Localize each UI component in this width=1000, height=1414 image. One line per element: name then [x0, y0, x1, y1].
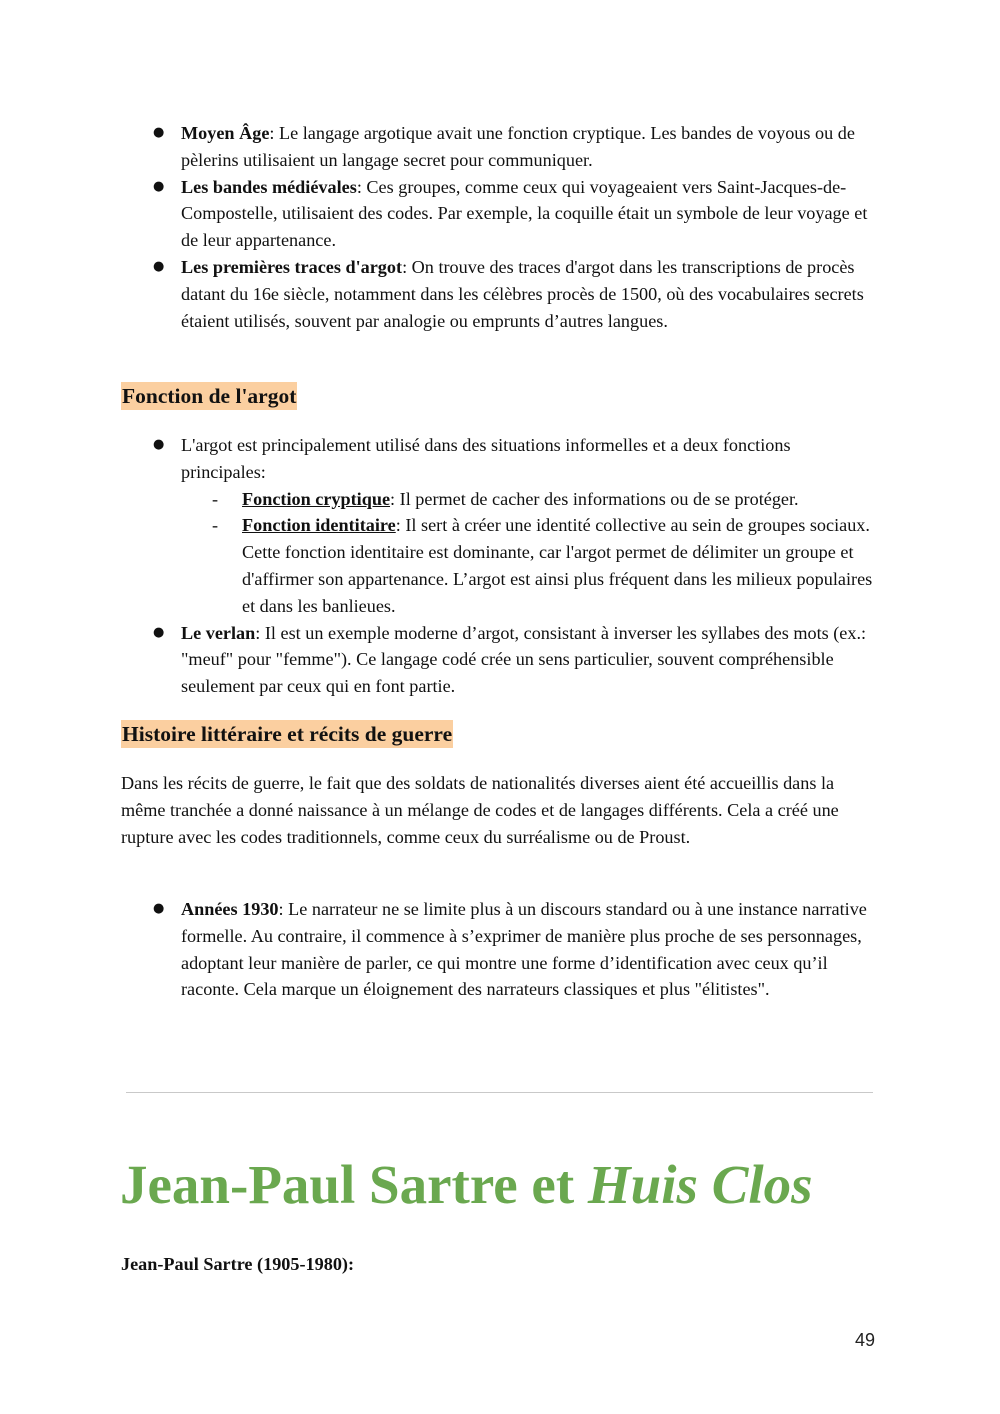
chapter-title [120, 1152, 813, 1218]
section-heading-histoire: Histoire littéraire et récits de guerre [122, 722, 453, 746]
page-number: 49 [855, 1330, 876, 1350]
chapter-title-plain: Jean-Paul Sartre et [120, 1154, 588, 1215]
bullet-text: : Le narrateur ne se limite plus à un discours standard ou à une instance narrative formelle. Au contraire, il commence à s’exprimer de manière plus proche de ses personnages, adoptant leur manière de parler, ce qui montre une forme d’identification avec ceux qu’il raconte. Cela marque un éloignement des narrateurs classiques et plus "élitistes". [181, 899, 867, 1000]
bullet-text: : Il est un exemple moderne d’argot, consistant à inverser les syllabes des mots (ex.: "meuf" pour "femme"). Ce langage codé crée un sens particulier, souvent compréhensible seulement par ceux qui en font partie. [181, 622, 867, 697]
fonction-bullet-list [121, 432, 876, 700]
sub-item-term: Fonction cryptique [242, 488, 391, 509]
section-heading-fonction: Fonction de l'argot [122, 384, 297, 408]
bullet-text: : On trouve des traces d'argot dans les transcriptions de procès datant du 16e siècle, notamment dans les célèbres procès de 1500, où des vocabulaires secrets étaient utilisés, souvent par analogie ou emprunts d’autres langues. [181, 256, 864, 331]
chapter-title-italic: Huis Clos [587, 1154, 813, 1215]
histoire-paragraph: Dans les récits de guerre, le fait que des soldats de nationalités diverses aient été accueillis dans la même tranchée a donné naissance à un mélange de codes et de langages différents. Cela a créé une rupture avec les codes traditionnels, comme ceux du surréalisme ou de Proust. [121, 773, 839, 847]
intro-section [121, 120, 876, 334]
sub-item-text: : Il sert à créer une identité collective au sein de groupes sociaux. Cette fonction identitaire est dominante, car l'argot permet de délimiter un groupe et d'affirmer son appartenance. L’argot est ainsi plus fréquent dans les milieux populaires et dans les banlieues. [242, 515, 873, 616]
list-item [121, 120, 876, 174]
list-item [121, 432, 876, 620]
bullet-term: Le verlan [181, 622, 256, 643]
horizontal-divider [126, 1092, 873, 1093]
bullet-term: Les bandes médiévales [181, 176, 357, 197]
histoire-bullet-list [121, 896, 876, 1003]
bullet-term: Années 1930 [181, 899, 279, 919]
sub-item-term: Fonction identitaire [242, 515, 396, 536]
intro-bullet-list [121, 120, 876, 334]
sub-list-item [181, 486, 876, 513]
bullet-term: Les premières traces d'argot [181, 256, 403, 277]
bullet-text: : Ces groupes, comme ceux qui voyageaient vers Saint-Jacques-de-Compostelle, utilisaient des codes. Par exemple, la coquille était un symbole de leur voyage et de leur appartenance. [181, 176, 868, 251]
bullet-text: L'argot est principalement utilisé dans des situations informelles et a deux fonctions principales: [181, 435, 791, 482]
author-subheading: Jean-Paul Sartre (1905-1980): [121, 1254, 355, 1274]
list-item [121, 620, 876, 700]
list-item [121, 896, 876, 1003]
sub-list-item [181, 512, 876, 619]
fonction-section [121, 432, 876, 700]
list-item [121, 254, 876, 334]
bullet-term: Moyen Âge [181, 123, 270, 143]
fonction-sub-list [181, 486, 876, 620]
list-item [121, 174, 876, 254]
histoire-list-section [121, 896, 876, 1003]
bullet-text: : Le langage argotique avait une fonction cryptique. Les bandes de voyous ou de pèlerins utilisaient un langage secret pour communiquer. [181, 123, 855, 170]
sub-item-text: : Il permet de cacher des informations ou de se protéger. [390, 488, 799, 509]
